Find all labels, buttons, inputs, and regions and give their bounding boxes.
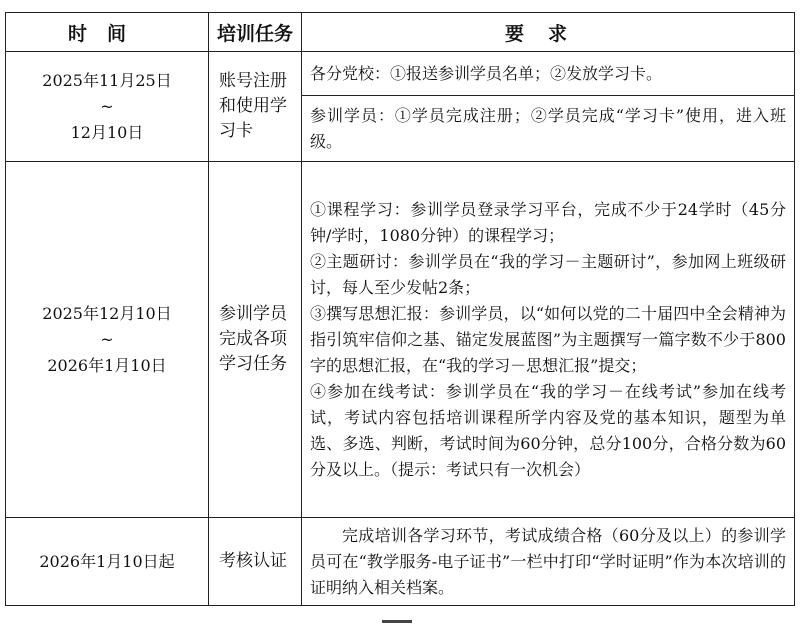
header-task: 培训任务: [209, 13, 302, 52]
task-cell: 考核认证: [209, 518, 302, 606]
requirement-text: 参训学员：①学员完成注册；②学员完成“学习卡”使用，进入班级。: [310, 105, 786, 151]
task-cell: 账号注册和使用学习卡: [209, 52, 302, 162]
requirement-cell: [302, 96, 795, 162]
requirement-text: 完成培训各学习环节，考试成绩合格（60分及以上）的参训学员可在“教学服务-电子证书”一栏中打印“学时证明”作为本次培训的证明纳入相关档案。: [310, 525, 786, 597]
header-time: 时间: [6, 13, 209, 52]
time-start: 2026年1月10日起: [39, 551, 175, 571]
time-end: 2026年1月10日: [47, 355, 167, 375]
time-end: 12月10日: [70, 122, 144, 142]
time-start: 2025年12月10日: [42, 303, 172, 323]
requirement-course-study: ①课程学习：参训学员登录学习平台，完成不少于24学时（45分钟/学时，1080分钟）的课程学习；: [310, 199, 786, 245]
table-row: [6, 518, 795, 606]
time-cell: [6, 162, 209, 518]
header-requirement: 要求: [302, 13, 795, 52]
requirement-online-exam: ④参加在线考试：参训学员在“我的学习－在线考试”参加在线考试，考试内容包括培训课程所学内容及党的基本知识，题型为单选、多选、判断，考试时间为60分钟，总分100分，合格分数为60分及以上。（提示：考试只有一次机会）: [310, 381, 786, 479]
page-marker: [382, 620, 412, 623]
task-cell: 参训学员完成各项学习任务: [209, 162, 302, 518]
table-row: [6, 52, 795, 96]
requirement-cell: [302, 518, 795, 606]
training-schedule-table: [5, 12, 795, 606]
time-cell: [6, 52, 209, 162]
requirement-cell: [302, 162, 795, 518]
requirement-text: 各分党校：①报送参训学员名单；②发放学习卡。: [310, 63, 663, 83]
table-header-row: [6, 13, 795, 52]
requirement-cell: [302, 52, 795, 96]
time-separator: ~: [100, 329, 114, 349]
time-separator: ~: [100, 96, 114, 116]
requirement-topic-discussion: ②主题研讨：参训学员在“我的学习－主题研讨”，参加网上班级研讨，每人至少发帖2条；: [310, 251, 786, 297]
time-cell: [6, 518, 209, 606]
time-start: 2025年11月25日: [42, 70, 172, 90]
table-row: [6, 162, 795, 518]
requirement-thought-report: ③撰写思想汇报：参训学员，以“如何以党的二十届四中全会精神为指引筑牢信仰之基、锚定发展蓝图”为主题撰写一篇字数不少于800字的思想汇报，在“我的学习－思想汇报”提交；: [310, 303, 786, 375]
